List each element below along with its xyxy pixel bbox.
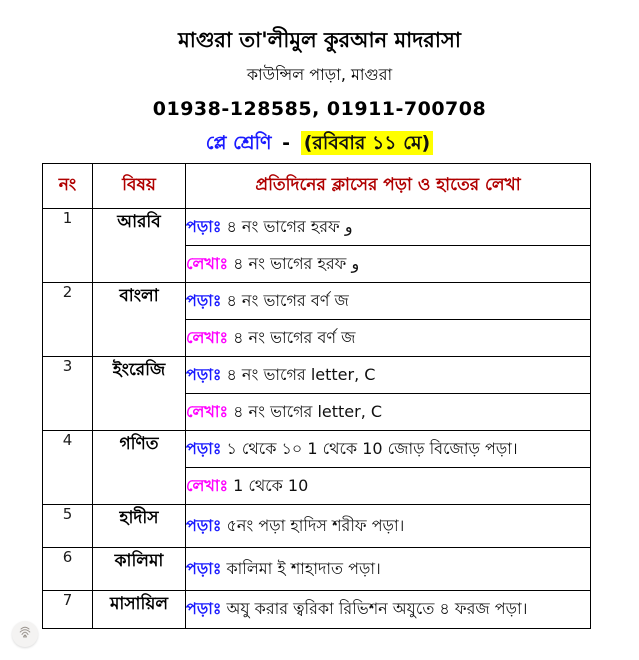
row-number: 4: [43, 431, 93, 505]
read-label: পড়াঃ: [186, 290, 222, 310]
phone-numbers: 01938-128585, 01911-700708: [152, 98, 487, 121]
read-text: ৪ নং ভাগের হরফ و: [226, 216, 353, 236]
row-number: 7: [43, 591, 93, 629]
write-cell: [186, 468, 591, 505]
subject-cell: মাসায়িল: [93, 591, 186, 629]
read-text: ৪ নং ভাগের letter, C: [226, 364, 376, 384]
read-text: ৫নং পড়া হাদিস শরীফ পড়া।: [226, 515, 405, 535]
write-text: ৪ নং ভাগের বর্ণ জ: [233, 327, 356, 347]
column-header-subject: বিষয়: [93, 164, 186, 209]
read-cell: [186, 357, 591, 394]
subject-cell: বাংলা: [93, 283, 186, 357]
floating-tool-button[interactable]: [12, 621, 38, 647]
read-text: ৪ নং ভাগের বর্ণ জ: [226, 290, 349, 310]
class-date-line: [0, 129, 639, 161]
separator-dash: -: [282, 132, 291, 155]
read-label: পড়াঃ: [186, 364, 222, 384]
lesson-schedule-table: [42, 163, 591, 629]
column-header-lessons: প্রতিদিনের ক্লাসের পড়া ও হাতের লেখা: [186, 164, 591, 209]
read-cell: [186, 283, 591, 320]
read-text: কালিমা ই শাহাদাত পড়া।: [226, 558, 381, 578]
table-row: [43, 548, 591, 591]
table-row: [43, 591, 591, 629]
read-cell: [186, 548, 591, 591]
read-label: পড়াঃ: [186, 515, 222, 535]
subject-cell: গণিত: [93, 431, 186, 505]
write-cell: [186, 394, 591, 431]
row-number: 2: [43, 283, 93, 357]
school-address: কাউন্সিল পাড়া, মাগুরা: [246, 65, 393, 85]
write-label: লেখাঃ: [186, 253, 229, 273]
write-label: লেখাঃ: [186, 401, 229, 421]
write-label: লেখাঃ: [186, 327, 229, 347]
read-label: পড়াঃ: [186, 558, 222, 578]
subject-cell: কালিমা: [93, 548, 186, 591]
column-header-number: নং: [43, 164, 93, 209]
subject-cell: ইংরেজি: [93, 357, 186, 431]
document-header: [0, 0, 639, 161]
read-cell: [186, 209, 591, 246]
read-label: পড়াঃ: [186, 438, 222, 458]
read-text: অযু করার ত্বরিকা রিভিশন অযুতে ৪ ফরজ পড়া।: [226, 599, 528, 618]
row-number: 5: [43, 505, 93, 548]
table-row: [43, 431, 591, 468]
table-header-row: [43, 164, 591, 209]
read-cell: [186, 505, 591, 548]
write-text: ৪ নং ভাগের হরফ و: [233, 253, 360, 273]
date-highlight: (রবিবার ১১ মে): [301, 131, 434, 155]
row-number: 3: [43, 357, 93, 431]
fingerprint-icon: [17, 624, 33, 644]
read-text: ১ থেকে ১০ 1 থেকে 10 জোড় বিজোড় পড়া।: [226, 438, 518, 458]
table-row: [43, 505, 591, 548]
read-label: পড়াঃ: [186, 599, 222, 618]
subject-cell: আরবি: [93, 209, 186, 283]
write-cell: [186, 246, 591, 283]
row-number: 6: [43, 548, 93, 591]
table-row: [43, 283, 591, 320]
read-cell: [186, 591, 591, 629]
subject-cell: হাদীস: [93, 505, 186, 548]
write-text: ৪ নং ভাগের letter, C: [233, 401, 383, 421]
write-text: 1 থেকে 10: [233, 475, 309, 495]
row-number: 1: [43, 209, 93, 283]
read-label: পড়াঃ: [186, 216, 222, 236]
write-label: লেখাঃ: [186, 475, 229, 495]
table-row: [43, 209, 591, 246]
class-label: প্লে শ্রেণি: [205, 132, 272, 155]
read-cell: [186, 431, 591, 468]
write-cell: [186, 320, 591, 357]
school-name: মাগুরা তা'লীমুল কুরআন মাদরাসা: [178, 28, 461, 52]
table-row: [43, 357, 591, 394]
